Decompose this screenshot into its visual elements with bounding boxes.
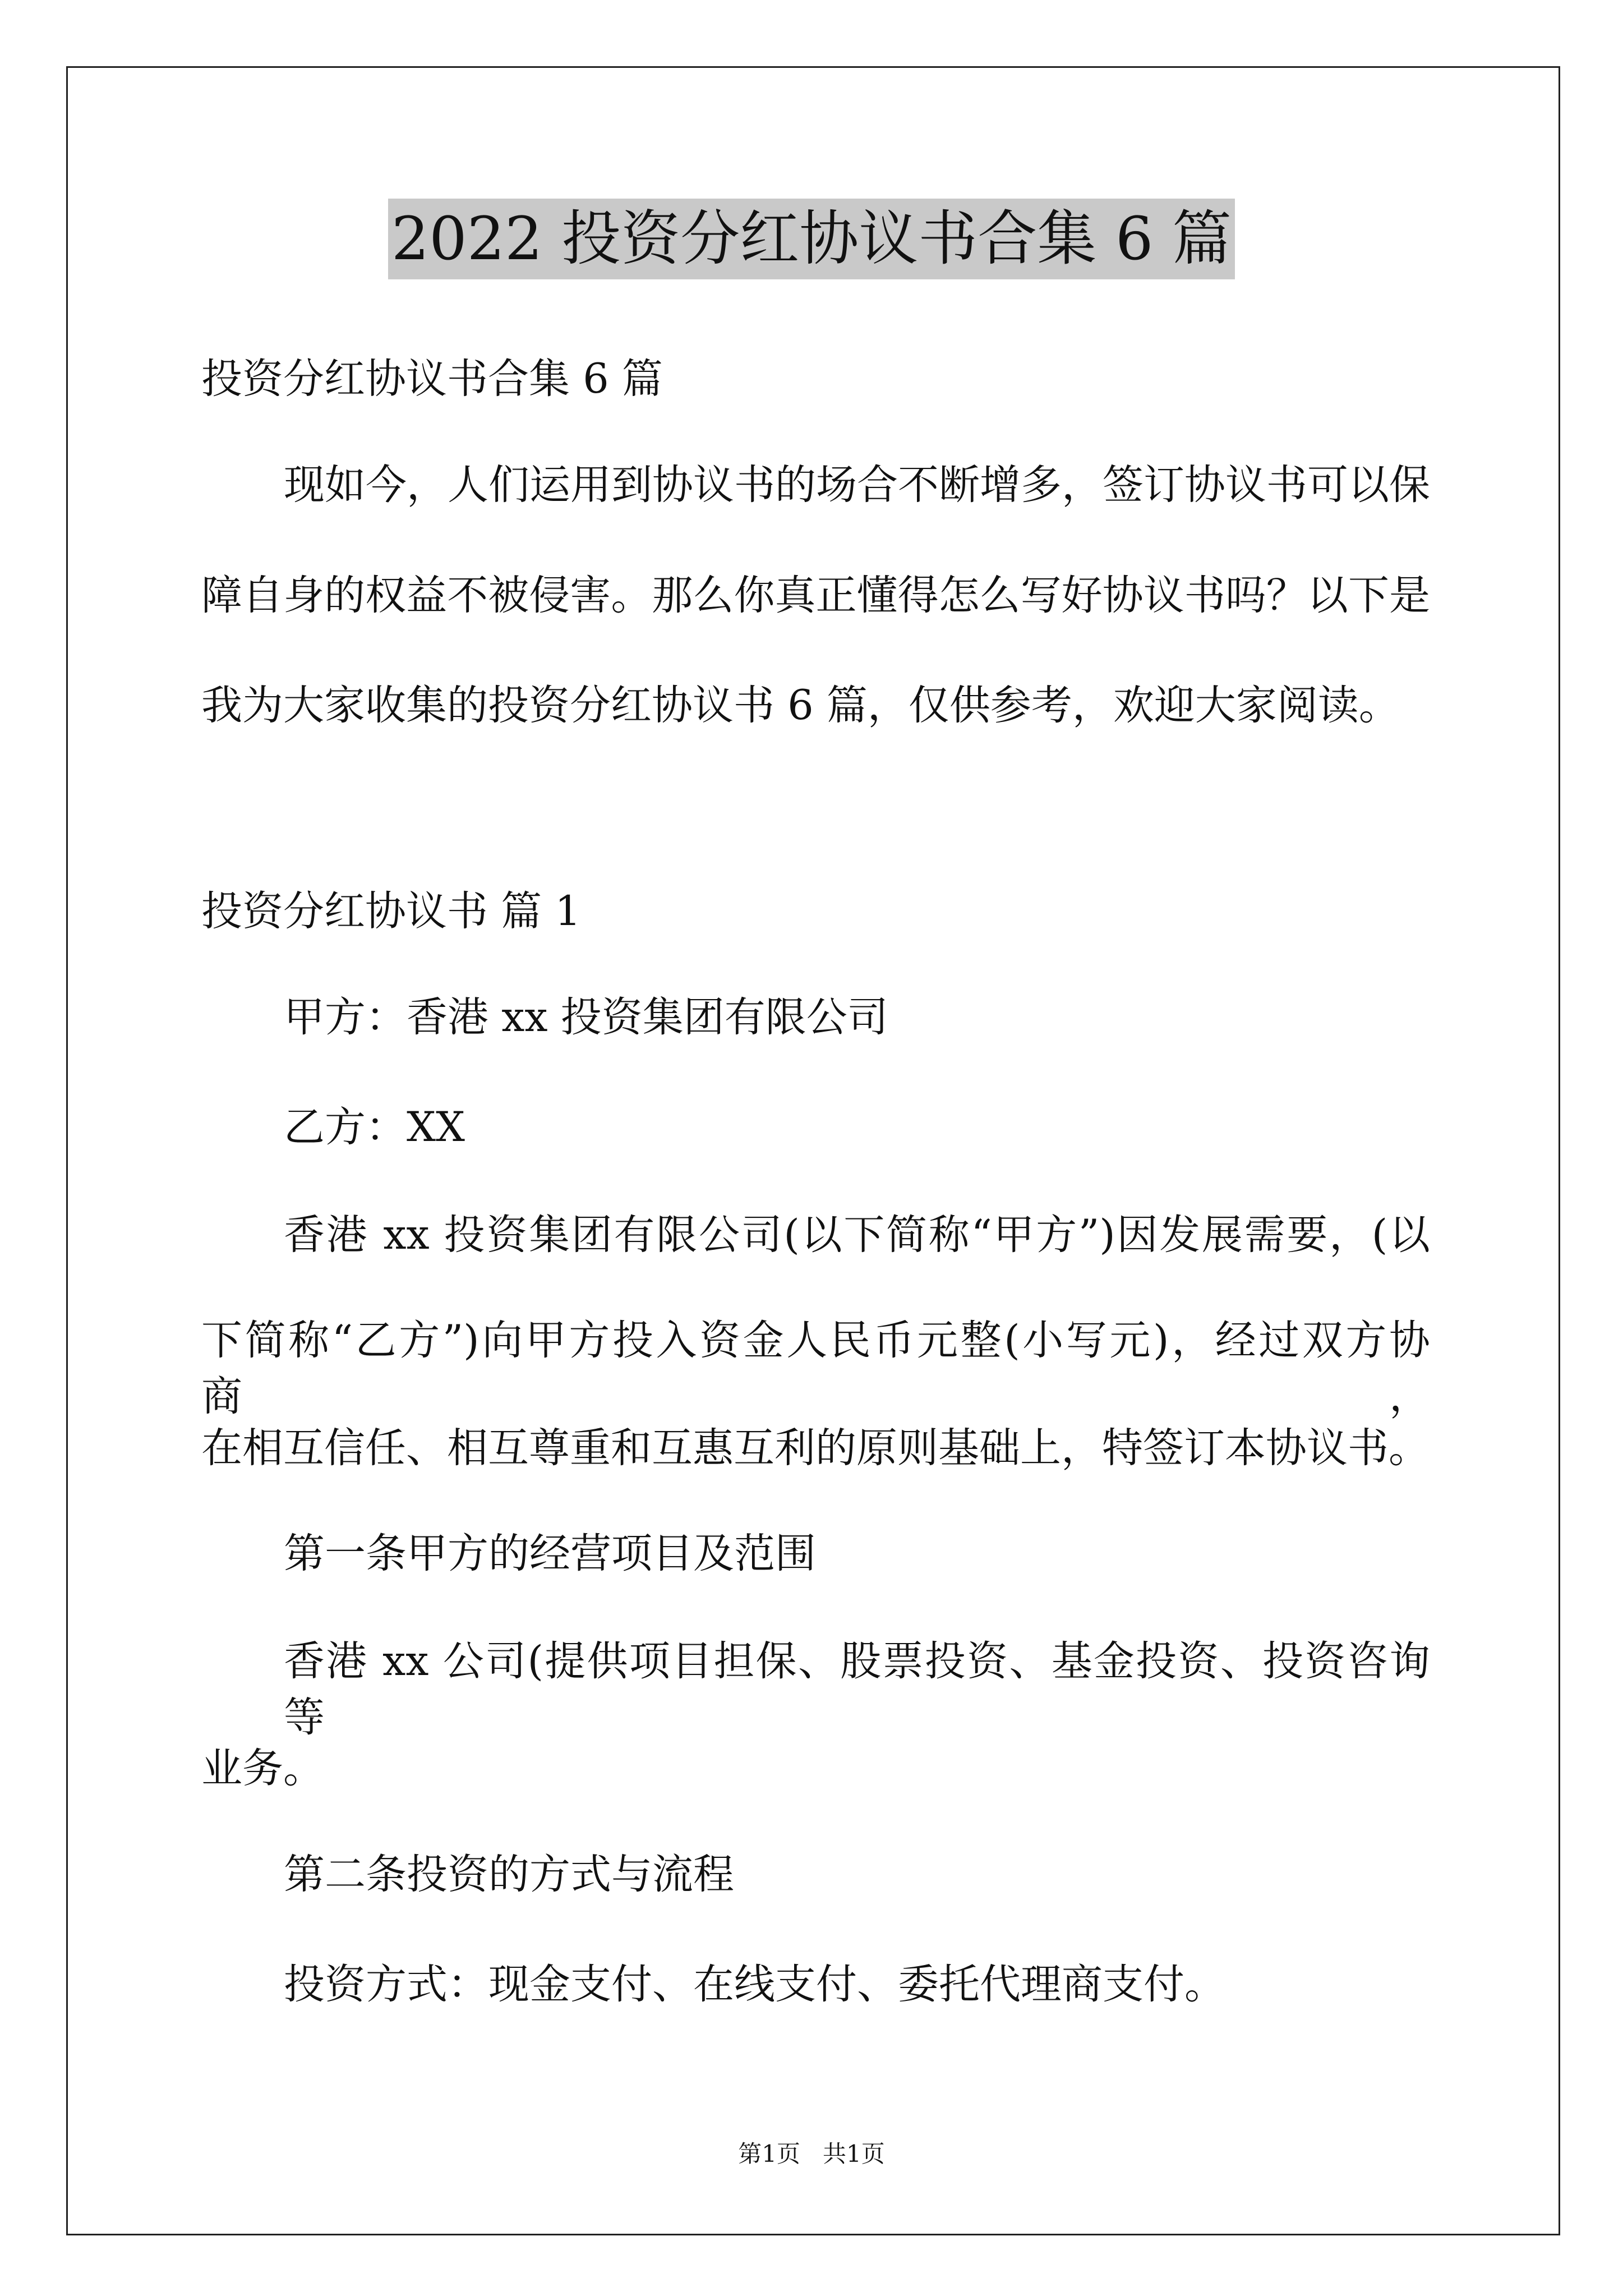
preamble-line-1: 香港 xx 投资集团有限公司(以下简称“甲方”)因发展需要，(以 <box>284 1211 1430 1259</box>
page-footer: 第1页 共1页 <box>738 2140 885 2168</box>
section-heading: 投资分红协议书 篇 1 <box>201 887 581 935</box>
article-1-line-1: 香港 xx 公司(提供项目担保、股票投资、基金投资、投资咨询等 <box>284 1637 1430 1741</box>
title-container <box>0 199 1623 279</box>
party-a-line: 甲方：香港 xx 投资集团有限公司 <box>284 993 888 1041</box>
subtitle-line: 投资分红协议书合集 6 篇 <box>201 355 663 403</box>
article-1-line-2: 业务。 <box>201 1745 324 1792</box>
preamble-line-2: 下简称“乙方”)向甲方投入资金人民币元整(小写元)，经过双方协商， <box>201 1317 1430 1420</box>
document-title: 2022 投资分红协议书合集 6 篇 <box>388 199 1235 279</box>
intro-line-1: 现如今，人们运用到协议书的场合不断增多，签订协议书可以保 <box>284 461 1430 509</box>
article-2-heading: 第二条投资的方式与流程 <box>284 1851 734 1898</box>
intro-line-2: 障自身的权益不被侵害。那么你真正懂得怎么写好协议书吗？以下是 <box>201 572 1430 619</box>
article-2-line-1: 投资方式：现金支付、在线支付、委托代理商支付。 <box>284 1961 1225 2008</box>
intro-line-3: 我为大家收集的投资分红协议书 6 篇，仅供参考，欢迎大家阅读。 <box>201 682 1400 729</box>
party-b-line: 乙方：XX <box>284 1103 465 1151</box>
preamble-line-3: 在相互信任、相互尊重和互惠互利的原则基础上，特签订本协议书。 <box>201 1424 1430 1472</box>
article-1-heading: 第一条甲方的经营项目及范围 <box>284 1530 816 1577</box>
